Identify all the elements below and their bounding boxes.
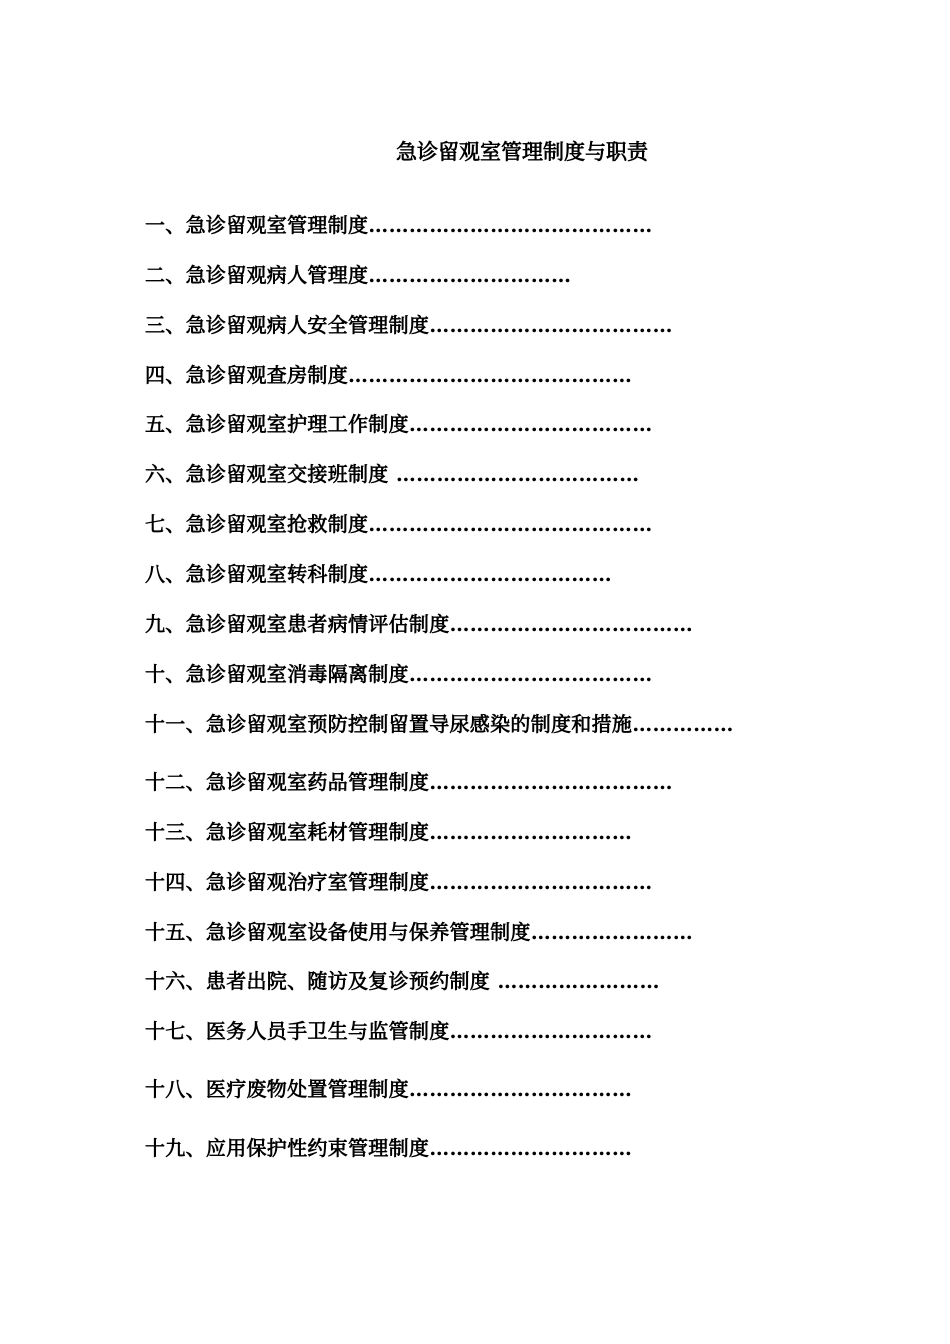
toc-entry-17: 十七、医务人员手卫生与监管制度………………………… xyxy=(145,1019,653,1043)
toc-entry-7: 七、急诊留观室抢救制度…………………………………… xyxy=(145,512,653,536)
toc-entry-1: 一、急诊留观室管理制度…………………………………… xyxy=(145,213,653,237)
toc-entry-8: 八、急诊留观室转科制度……………………………… xyxy=(145,562,612,586)
toc-entry-5: 五、急诊留观室护理工作制度……………………………… xyxy=(145,412,653,436)
toc-entry-15: 十五、急诊留观室设备使用与保养管理制度…………………… xyxy=(145,920,694,944)
toc-entry-19: 十九、应用保护性约束管理制度………………………… xyxy=(145,1136,633,1160)
toc-entry-4: 四、急诊留观查房制度…………………………………… xyxy=(145,363,633,387)
toc-entry-12: 十二、急诊留观室药品管理制度……………………………… xyxy=(145,770,673,794)
toc-entry-10: 十、急诊留观室消毒隔离制度……………………………… xyxy=(145,662,653,686)
page-title: 急诊留观室管理制度与职责 xyxy=(396,139,648,164)
toc-entry-14: 十四、急诊留观治疗室管理制度…………………………… xyxy=(145,870,653,894)
toc-entry-6: 六、急诊留观室交接班制度 ……………………………… xyxy=(145,462,640,486)
toc-entry-2: 二、急诊留观病人管理度………………………… xyxy=(145,263,572,287)
toc-entry-11: 十一、急诊留观室预防控制留置导尿感染的制度和措施…………… xyxy=(145,712,734,736)
toc-entry-13: 十三、急诊留观室耗材管理制度………………………… xyxy=(145,820,633,844)
toc-entry-18: 十八、医疗废物处置管理制度…………………………… xyxy=(145,1077,633,1101)
toc-entry-16: 十六、患者出院、随访及复诊预约制度 …………………… xyxy=(145,969,660,993)
toc-entry-3: 三、急诊留观病人安全管理制度……………………………… xyxy=(145,313,673,337)
toc-entry-9: 九、急诊留观室患者病情评估制度……………………………… xyxy=(145,612,694,636)
